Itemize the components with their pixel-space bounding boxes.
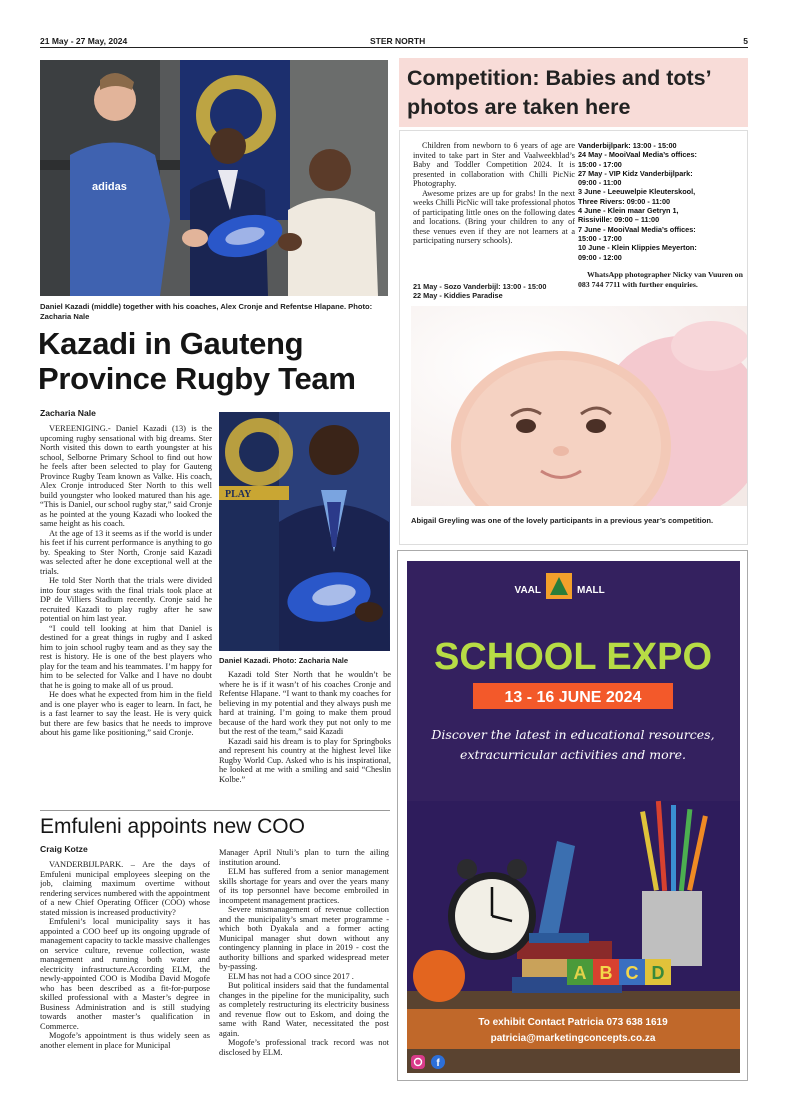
brand-mall: MALL — [577, 585, 605, 596]
competition-paragraph: Children from newborn to 6 years of age are invited to take part in Ster and Vaalweekblad’s Baby and Toddler Competition 2024. It is presented in collaboration with Chilli PicNic Photography. — [413, 141, 575, 188]
competition-schedule — [578, 141, 746, 262]
competition-date: 22 May - Kiddies Paradise — [413, 291, 503, 301]
whatsapp-text: WhatsApp photographer Nicky van Vuuren on 083 744 7711 with further enquiries. — [578, 270, 743, 289]
instagram-icon — [411, 1055, 425, 1069]
group-photo — [40, 60, 388, 296]
emfuleni-paragraph: Manager April Ntuli’s plan to turn the ailing institution around. — [219, 848, 389, 867]
block-d: D — [651, 963, 665, 983]
kazadi-headline: Kazadi in Gauteng Province Rugby Team — [38, 326, 356, 396]
ad-dates: 13 - 16 JUNE 2024 — [504, 689, 642, 706]
ad-background — [407, 561, 740, 1073]
emfuleni-paragraph: ELM has not had a COO since 2017 . — [228, 971, 354, 981]
kazadi-column-1 — [40, 424, 212, 806]
emfuleni-byline: Craig Kotze — [40, 844, 88, 854]
kazadi-portrait-caption: Daniel Kazadi. Photo: Zacharia Nale — [219, 656, 349, 665]
competition-title: Competition: Babies and tots’ photos are taken here — [407, 66, 711, 119]
schedule-line: 27 May - VIP Kidz Vanderbijlpark: — [578, 168, 693, 178]
issue-date: 21 May - 27 May, 2024 — [40, 36, 128, 46]
ad-title: SCHOOL EXPO — [433, 636, 713, 678]
competition-date: 21 May - Sozo Vanderbijl: 13:00 - 15:00 — [413, 282, 547, 291]
emfuleni-paragraph: ELM has suffered from a senior management skills shortage for years and over the years many of its top personnel have become embroiled in incompetent management practices. — [219, 867, 389, 905]
block-b: B — [599, 963, 613, 983]
emfuleni-paragraph: Emfuleni’s local municipality says it has appointed a COO beef up its ongoing upgrade of management capacity to tackle massive challenges on service culture, revenue collection, waste management and running both water and electricity infrastructure.According ELM, the newly-appointed COO is Modiba David Mogofe who has been described as a fit-for-purpose skilled professional with a Master’s degree in Business Administration and is still studying towards another master’s qualification in Commerce. — [40, 917, 210, 1031]
kazadi-paragraph: VEREENIGING.- Daniel Kazadi (13) is the upcoming rugby sensational with big dreams. Ster North visited this down to earth youngster at his school, Selborne Primary School to find out how he feels after been selected to play for Gauteng Province Rugby Team known as Valke. His coach, Alex Cronje introduced Ster North to this well build youngster who looked matured than his age. “This is Daniel, our school rugby star,” said Cronje as he pointed at the young Kazadi who looked the same height as his coach. — [40, 424, 212, 528]
brand-vaal: VAAL — [514, 585, 541, 596]
baby-photo — [411, 306, 747, 506]
kazadi-portrait — [219, 412, 390, 651]
block-c: C — [625, 963, 639, 983]
ad-tagline-1: Discover the latest in educational resources, — [431, 727, 715, 742]
competition-banner — [399, 58, 748, 127]
competition-whatsapp — [578, 270, 744, 289]
shirt-logo: adidas — [92, 181, 127, 193]
schedule-line: Rissiville: 09:00 – 11:00 — [578, 215, 660, 225]
kazadi-column-2 — [219, 670, 391, 806]
kazadi-paragraph: At the age of 13 it seems as if the world is under his feet if his current performance is anything to go by. Speaking to Ster North, Cronje said Kazadi was selected after he done exceptional well at the trials. — [40, 528, 212, 576]
competition-dates — [413, 282, 575, 301]
ad-tagline-2: extracurricular activities and more. — [460, 747, 686, 762]
schedule-line: 15:00 - 17:00 — [578, 159, 622, 169]
page-header — [40, 36, 748, 48]
schedule-line: 10 June - Klein Klippies Meyerton: — [578, 243, 697, 253]
emfuleni-paragraph: But political insiders said that the fundamental changes in the pipeline for the municipality, such as completely restructuring its electricity business and revenue flow out to Eskom, and doing the same with Rand Water, necessitated the post again. — [219, 981, 389, 1038]
paper-name: STER NORTH — [370, 36, 426, 46]
baby-photo-caption: Abigail Greyling was one of the lovely participants in a previous year’s competition. — [411, 516, 714, 525]
ad-contact-2: patricia@marketingconcepts.co.za — [490, 1033, 656, 1044]
emfuleni-paragraph: Severe mismanagement of revenue collection and the municipality’s smart meter programme - which both Dyakala and a former acting Municipal manager shut down without any contingency planning in place in 2019 - cost the authority billions and sparked widespread meter by-passing. — [219, 905, 389, 971]
kazadi-byline: Zacharia Nale — [40, 408, 96, 418]
emfuleni-paragraph: Mogofe’s appointment is thus widely seen as another element in place for Municipal — [40, 1031, 210, 1050]
emfuleni-paragraph: VANDERBIJLPARK. – Are the days of Emfuleni municipal employees sleeping on the job, claiming maximum overtime without rendering services numbered with the appointment of a new Chief Operating Officer (COO) whose stated mission is increased productivity? — [40, 860, 210, 917]
emfuleni-paragraph: Mogofe’s professional track record was not disclosed by ELM. — [219, 1038, 389, 1057]
page-number: 5 — [743, 36, 748, 46]
emfuleni-column-2 — [219, 848, 389, 1085]
competition-intro — [413, 141, 575, 276]
schedule-line: 24 May - MooiVaal Media’s offices: — [578, 150, 697, 160]
kazadi-paragraph: He does what he expected from him in the field and is one player who is eager to learn. In fact, he is a fast learner to say the least. He is very quick but there are few basics that he needs to improve about his game like positioning,” said Cronje. — [40, 690, 212, 737]
block-a: A — [573, 963, 587, 983]
emfuleni-headline: Emfuleni appoints new COO — [40, 815, 305, 838]
schedule-line: 4 June - Klein maar Getryn 1, — [578, 206, 679, 216]
emfuleni-column-1 — [40, 860, 210, 1085]
svg-text:f: f — [436, 1058, 440, 1069]
kazadi-paragraph: “I could tell looking at him that Daniel is destined for a great things in rugby and I asked him to join school rugby team and as they say the rest is history. He is one of the best players who play for the team and his teammates. I’m happy for him to be selected for Valke and I have no doubt that he is going to make all of us proud. — [40, 623, 212, 690]
schedule-line: 09:00 - 11:00 — [578, 178, 622, 188]
board-text: PLAY — [225, 489, 252, 500]
competition-paragraph: Awesome prizes are up for grabs! In the next weeks Chilli PicNic will take professional photos of participating little ones on the following dates and locations. (Bring your children to any of these venues even if they are not learners at a participating nursery schools). — [413, 188, 575, 245]
kazadi-paragraph: He told Ster North that the trials were divided into four stages with the final trials took place at DP de Villiers Stadium recently. Cronje said he recruited Kazadi to play rugby after he saw potential on him last year. — [40, 576, 212, 623]
schedule-line: 3 June - Leeuwelpie Kleuterskool, — [578, 187, 696, 197]
school-expo-ad — [397, 550, 748, 1081]
section-divider — [40, 810, 390, 811]
group-photo-caption: Daniel Kazadi (middle) together with his coaches, Alex Cronje and Refentse Hlapane. Photo: Zacharia Nale — [40, 302, 373, 321]
schedule-line: Vanderbijlpark: 13:00 - 15:00 — [578, 141, 677, 150]
schedule-line: Three Rivers: 09:00 - 11:00 — [578, 196, 671, 206]
kazadi-paragraph: Kazadi said his dream is to play for Springboks and represent his country at the highest level like Rugby World Cup. Asked who is his inspirational, he looked at me with a smiling and said “Cheslin Kolbe.” — [219, 736, 391, 784]
schedule-line: 09:00 - 12:00 — [578, 252, 622, 262]
kazadi-paragraph: Kazadi told Ster North that he wouldn’t be where he is if it wasn’t of his coaches Cronje and Refentse Hlapane. “I want to thank my coaches for believing in my potential and they always push me hard at training. I’m going to make them proud because of the hard work they put not only to me but the rest of the team,” said Kazadi — [219, 670, 391, 736]
schedule-line: 7 June - MooiVaal Media’s offices: — [578, 224, 696, 234]
ad-contact-1: To exhibit Contact Patricia 073 638 1619 — [478, 1017, 668, 1028]
schedule-line: 15:00 - 17:00 — [578, 233, 622, 243]
